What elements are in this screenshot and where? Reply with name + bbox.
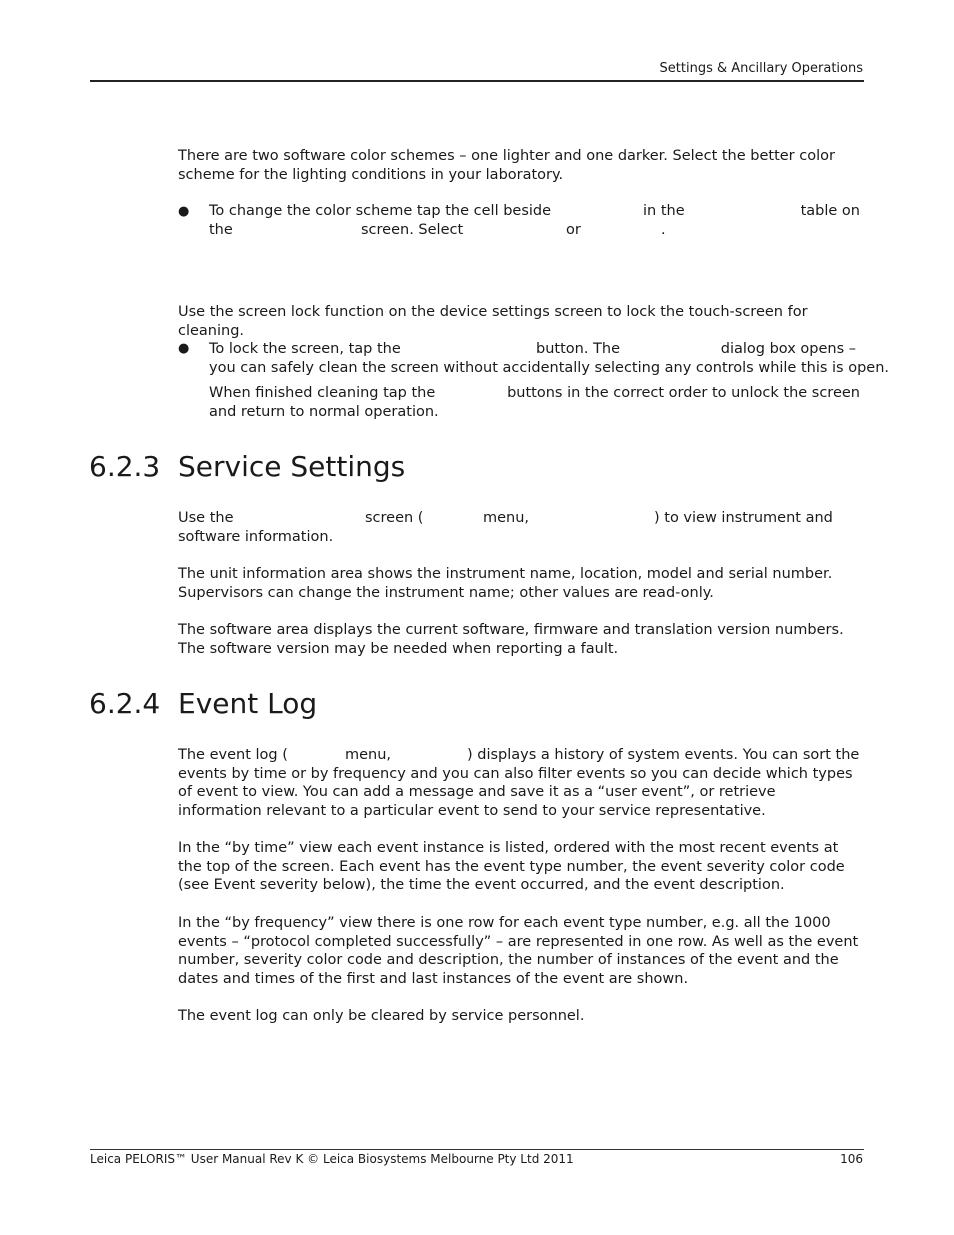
- section-title: Event Log: [178, 687, 318, 720]
- text-fragment: ) to view instrument and: [654, 510, 833, 526]
- page-number: 106: [840, 1152, 863, 1166]
- section-title: Service Settings: [178, 450, 406, 483]
- text-fragment: in the: [643, 203, 685, 219]
- section-heading-event-log: [89, 687, 317, 720]
- service-settings-p3: The software area displays the current software, firmware and translation version numbers. The software version may be needed when reporting a fault.: [178, 622, 844, 657]
- text-fragment: or: [566, 221, 581, 238]
- section-number: 6.2.4: [89, 687, 161, 720]
- text-fragment: table on: [800, 203, 860, 219]
- text-fragment: menu,: [345, 747, 392, 763]
- color-scheme-bullet: [209, 202, 860, 239]
- event-log-p3: In the “by frequency” view there is one row for each event type number, e.g. all the 1000 events – “protocol completed successfully” – are represented in one row. As well as the event number, severity color code and description, the number of instances of the event and the dates and times of the first and last instances of the event are shown.: [178, 915, 859, 987]
- service-settings-p1: [178, 509, 860, 546]
- text-fragment: screen (: [365, 510, 424, 526]
- text-fragment: events by time or by frequency and you can also filter events so you can decide which types of event to view. You can add a message and save it as a “user event”, or retrieve information relevant to a particular event to send to your service representative.: [178, 765, 853, 819]
- footer-copyright: Leica PELORIS™ User Manual Rev K © Leica Biosystems Melbourne Pty Ltd 2011: [90, 1152, 574, 1166]
- text-fragment: software information.: [178, 528, 334, 545]
- header-divider: [90, 80, 864, 82]
- screen-lock-intro: Use the screen lock function on the device settings screen to lock the touch-screen for cleaning.: [178, 304, 808, 339]
- text-fragment: dialog box opens –: [720, 341, 856, 357]
- text-fragment: When finished cleaning tap the: [209, 385, 436, 401]
- header-section-title: Settings & Ancillary Operations: [659, 61, 863, 76]
- text-fragment: .: [661, 221, 666, 238]
- text-fragment: The event log (: [178, 747, 288, 763]
- text-fragment: Use the: [178, 510, 234, 526]
- text-fragment: the: [209, 221, 233, 238]
- text-fragment: button. The: [536, 341, 621, 357]
- text-fragment: screen. Select: [361, 221, 464, 238]
- section-number: 6.2.3: [89, 450, 161, 483]
- text-fragment: To change the color scheme tap the cell beside: [209, 203, 552, 219]
- text-fragment: buttons in the correct order to unlock the screen: [507, 385, 860, 401]
- text-fragment: and return to normal operation.: [209, 403, 439, 420]
- bullet-icon: ●: [178, 341, 190, 356]
- text-fragment: menu,: [483, 510, 530, 526]
- event-log-p4: The event log can only be cleared by service personnel.: [178, 1008, 585, 1024]
- event-log-p2: In the “by time” view each event instance is listed, ordered with the most recent events at the top of the screen. Each event has the event type number, the event severity color code (see Event severity below), the time the event occurred, and the event description.: [178, 840, 845, 893]
- text-fragment: ) displays a history of system events. You can sort the: [467, 747, 860, 763]
- service-settings-p2: The unit information area shows the instrument name, location, model and serial number. Supervisors can change the instrument name; other values are read-only.: [178, 566, 833, 601]
- footer-divider: [90, 1149, 864, 1150]
- event-log-p1: [178, 746, 860, 820]
- bullet-icon: ●: [178, 204, 190, 219]
- screen-lock-bullet: [209, 340, 890, 421]
- section-heading-service-settings: [89, 450, 405, 483]
- color-scheme-intro: There are two software color schemes – one lighter and one darker. Select the better color scheme for the lighting conditions in your laboratory.: [178, 148, 835, 183]
- text-fragment: To lock the screen, tap the: [209, 341, 401, 357]
- text-fragment: you can safely clean the screen without accidentally selecting any controls while this is open.: [209, 359, 890, 376]
